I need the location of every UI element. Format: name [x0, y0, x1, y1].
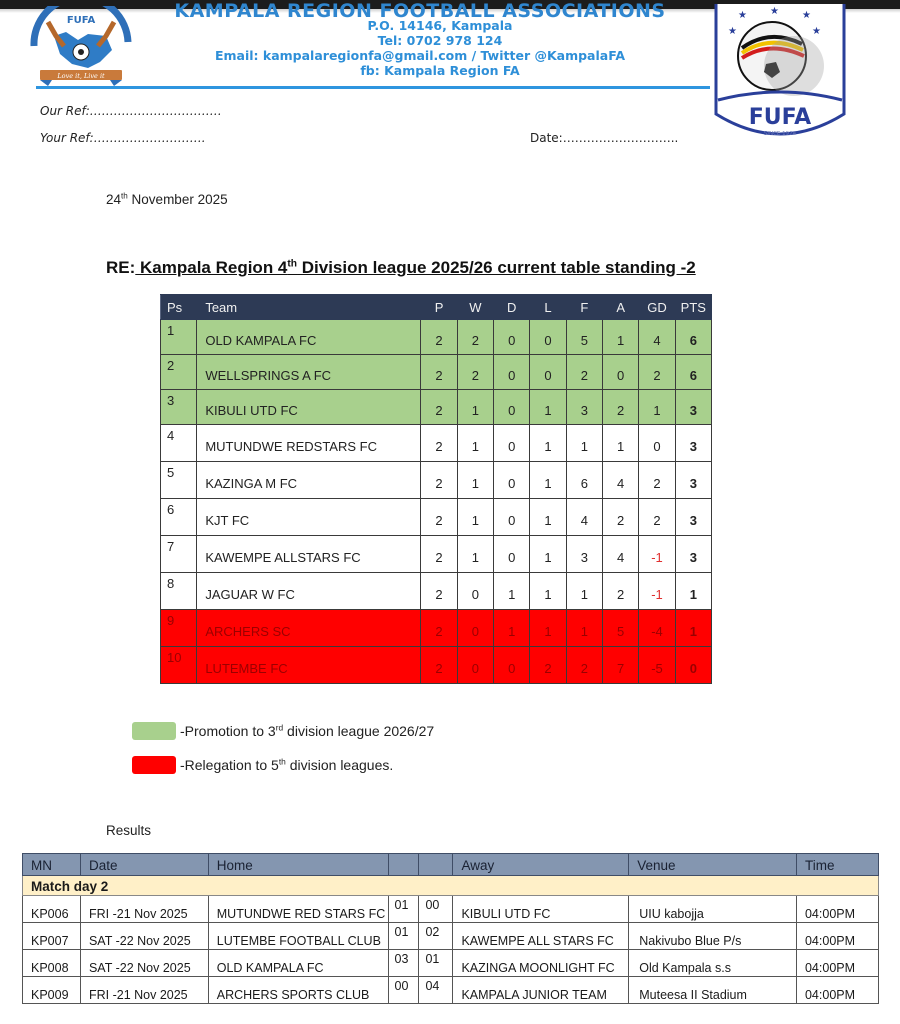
gd-cell: 2 [639, 355, 675, 390]
col-team: Team [197, 295, 421, 320]
f-cell: 6 [566, 462, 602, 499]
gd-cell: 0 [639, 425, 675, 462]
venue-cell: Old Kampala s.s [629, 950, 797, 977]
fufa-logo [710, 4, 850, 142]
col-gd: GD [639, 295, 675, 320]
l-cell: 1 [530, 425, 566, 462]
w-cell: 0 [457, 647, 493, 684]
header-divider [36, 86, 710, 89]
gd-cell: -4 [639, 610, 675, 647]
f-cell: 3 [566, 536, 602, 573]
l-cell: 1 [530, 462, 566, 499]
telephone: Tel: 0702 978 124 [377, 33, 503, 48]
l-cell: 1 [530, 499, 566, 536]
logo-ball-patch [78, 49, 84, 55]
p-cell: 2 [421, 320, 457, 355]
team-cell: LUTEMBE FC [197, 647, 421, 684]
result-row [23, 896, 879, 923]
w-cell: 1 [457, 390, 493, 425]
p-cell: 2 [421, 499, 457, 536]
position-cell: 1 [161, 320, 197, 355]
f-cell: 2 [566, 355, 602, 390]
l-cell: 2 [530, 647, 566, 684]
a-cell: 7 [603, 647, 639, 684]
subject-line [106, 258, 696, 278]
time-cell: 04:00PM [796, 950, 878, 977]
a-cell: 2 [603, 573, 639, 610]
svg-text:★: ★ [802, 10, 811, 21]
standings-row [161, 536, 712, 573]
w-cell: 2 [457, 355, 493, 390]
home-score-cell: 00 [388, 977, 419, 1004]
team-cell: KAWEMPE ALLSTARS FC [197, 536, 421, 573]
time-cell: 04:00PM [796, 896, 878, 923]
gd-cell: 4 [639, 320, 675, 355]
email-twitter: Email: kampalaregionfa@gmail.com / Twitter @KampalaFA [214, 48, 625, 63]
d-cell: 0 [494, 425, 530, 462]
pts-cell: 3 [675, 390, 711, 425]
result-row [23, 950, 879, 977]
date-cell: FRI -21 Nov 2025 [80, 896, 208, 923]
p-cell: 2 [421, 536, 457, 573]
l-cell: 1 [530, 536, 566, 573]
l-cell: 1 [530, 573, 566, 610]
col-p: P [421, 295, 457, 320]
letter-date [106, 192, 228, 207]
results-body [23, 876, 879, 1004]
position-cell: 5 [161, 462, 197, 499]
subject-text [135, 258, 695, 277]
away-score-cell: 01 [419, 950, 453, 977]
gd-cell: -1 [639, 536, 675, 573]
date-rest: November 2025 [127, 192, 228, 207]
f-cell: 1 [566, 610, 602, 647]
subject-prefix: RE: [106, 258, 136, 277]
matchday-row [23, 876, 879, 896]
facebook: fb: Kampala Region FA [360, 63, 520, 78]
logo-top-text: FUFA [66, 15, 96, 26]
position-cell: 6 [161, 499, 197, 536]
a-cell: 4 [603, 536, 639, 573]
col-d: D [494, 295, 530, 320]
your-ref-field: Your Ref:………………………. [40, 131, 206, 145]
gd-cell: -5 [639, 647, 675, 684]
date-field: Date:……………………….. [530, 131, 679, 145]
col-date: Date [80, 854, 208, 876]
team-cell: OLD KAMPALA FC [197, 320, 421, 355]
subject-part1: Kampala Region 4 [135, 258, 288, 277]
col-w: W [457, 295, 493, 320]
mn-cell: KP009 [23, 977, 81, 1004]
gd-cell: 2 [639, 499, 675, 536]
a-cell: 2 [603, 499, 639, 536]
venue-cell: UIU kabojja [629, 896, 797, 923]
subject-sup: th [287, 258, 298, 270]
f-cell: 1 [566, 573, 602, 610]
home-score-cell: 01 [388, 896, 419, 923]
date-cell: FRI -21 Nov 2025 [80, 977, 208, 1004]
l-cell: 1 [530, 390, 566, 425]
away-score-cell: 04 [419, 977, 453, 1004]
a-cell: 4 [603, 462, 639, 499]
mn-cell: KP007 [23, 923, 81, 950]
standings-header-row [161, 295, 712, 320]
position-cell: 10 [161, 647, 197, 684]
l-cell: 1 [530, 610, 566, 647]
logo-ribbon-text: Love it, Live it [57, 72, 105, 80]
home-score-cell: 03 [388, 950, 419, 977]
letterhead-header [120, 2, 720, 78]
away-cell: KIBULI UTD FC [453, 896, 629, 923]
team-cell: KIBULI UTD FC [197, 390, 421, 425]
releg-pre: -Relegation to 5 [180, 757, 279, 773]
a-cell: 5 [603, 610, 639, 647]
standings-row [161, 573, 712, 610]
position-cell: 4 [161, 425, 197, 462]
w-cell: 1 [457, 425, 493, 462]
col-mn: MN [23, 854, 81, 876]
mn-cell: KP006 [23, 896, 81, 923]
venue-cell: Nakivubo Blue P/s [629, 923, 797, 950]
svg-text:★: ★ [812, 26, 821, 37]
promo-sup: rd [275, 722, 284, 733]
time-cell: 04:00PM [796, 977, 878, 1004]
d-cell: 1 [494, 573, 530, 610]
p-cell: 2 [421, 573, 457, 610]
gd-cell: 1 [639, 390, 675, 425]
away-score-cell: 02 [419, 923, 453, 950]
f-cell: 1 [566, 425, 602, 462]
promotion-legend-text [180, 723, 434, 739]
p-cell: 2 [421, 462, 457, 499]
standings-body [161, 320, 712, 684]
col-a: A [603, 295, 639, 320]
svg-text:★: ★ [738, 10, 747, 21]
pts-cell: 3 [675, 462, 711, 499]
a-cell: 0 [603, 355, 639, 390]
pts-cell: 1 [675, 610, 711, 647]
w-cell: 2 [457, 320, 493, 355]
venue-cell: Muteesa II Stadium [629, 977, 797, 1004]
away-cell: KAZINGA MOONLIGHT FC [453, 950, 629, 977]
pts-cell: 1 [675, 573, 711, 610]
w-cell: 0 [457, 610, 493, 647]
results-table [22, 853, 879, 1004]
f-cell: 3 [566, 390, 602, 425]
pts-cell: 6 [675, 355, 711, 390]
org-name: KAMPALA REGION FOOTBALL ASSOCIATIONS [174, 2, 666, 18]
relegation-legend-text [180, 757, 393, 773]
col-away: Away [453, 854, 629, 876]
position-cell: 7 [161, 536, 197, 573]
a-cell: 2 [603, 390, 639, 425]
d-cell: 0 [494, 499, 530, 536]
col-l: L [530, 295, 566, 320]
f-cell: 2 [566, 647, 602, 684]
promo-pre: -Promotion to 3 [180, 723, 276, 739]
date-cell: SAT -22 Nov 2025 [80, 950, 208, 977]
home-score-cell: 01 [388, 923, 419, 950]
pts-cell: 3 [675, 536, 711, 573]
p-cell: 2 [421, 390, 457, 425]
promo-post: division league 2026/27 [283, 723, 435, 739]
home-cell: OLD KAMPALA FC [208, 950, 388, 977]
date-cell: SAT -22 Nov 2025 [80, 923, 208, 950]
subject-part2: Division league 2025/26 current table standing -2 [297, 258, 696, 277]
standings-row [161, 355, 712, 390]
col-ps: Ps [161, 295, 197, 320]
p-cell: 2 [421, 425, 457, 462]
pts-cell: 0 [675, 647, 711, 684]
po-box: P.O. 14146, Kampala [367, 18, 513, 33]
standings-row [161, 499, 712, 536]
w-cell: 1 [457, 462, 493, 499]
gd-cell: 2 [639, 462, 675, 499]
time-cell: 04:00PM [796, 923, 878, 950]
away-score-cell: 00 [419, 896, 453, 923]
d-cell: 0 [494, 647, 530, 684]
col-time: Time [796, 854, 878, 876]
away-cell: KAMPALA JUNIOR TEAM [453, 977, 629, 1004]
l-cell: 0 [530, 355, 566, 390]
d-cell: 0 [494, 390, 530, 425]
standings-row [161, 647, 712, 684]
col-pts: PTS [675, 295, 711, 320]
col-away-score [419, 854, 453, 876]
f-cell: 4 [566, 499, 602, 536]
date-day: 24 [106, 192, 122, 207]
standings-row [161, 610, 712, 647]
p-cell: 2 [421, 610, 457, 647]
team-cell: KJT FC [197, 499, 421, 536]
standings-row [161, 425, 712, 462]
mn-cell: KP008 [23, 950, 81, 977]
team-cell: ARCHERS SC [197, 610, 421, 647]
p-cell: 2 [421, 355, 457, 390]
pts-cell: 3 [675, 499, 711, 536]
team-cell: WELLSPRINGS A FC [197, 355, 421, 390]
watermark-circle [764, 36, 824, 96]
d-cell: 0 [494, 462, 530, 499]
gd-cell: -1 [639, 573, 675, 610]
position-cell: 3 [161, 390, 197, 425]
team-cell: JAGUAR W FC [197, 573, 421, 610]
result-row [23, 923, 879, 950]
a-cell: 1 [603, 425, 639, 462]
col-home-score [388, 854, 419, 876]
d-cell: 0 [494, 355, 530, 390]
promotion-swatch [132, 722, 176, 740]
w-cell: 1 [457, 499, 493, 536]
a-cell: 1 [603, 320, 639, 355]
standings-row [161, 390, 712, 425]
p-cell: 2 [421, 647, 457, 684]
releg-post: division leagues. [285, 757, 394, 773]
l-cell: 0 [530, 320, 566, 355]
pts-cell: 3 [675, 425, 711, 462]
position-cell: 9 [161, 610, 197, 647]
relegation-swatch [132, 756, 176, 774]
w-cell: 0 [457, 573, 493, 610]
results-header-row [23, 854, 879, 876]
pts-cell: 6 [675, 320, 711, 355]
d-cell: 0 [494, 320, 530, 355]
results-label: Results [106, 823, 152, 838]
date-suffix: th [121, 191, 128, 201]
standings-row [161, 320, 712, 355]
our-ref-field: Our Ref:…………………………… [40, 104, 222, 118]
d-cell: 0 [494, 536, 530, 573]
team-cell: MUTUNDWE REDSTARS FC [197, 425, 421, 462]
standings-row [161, 462, 712, 499]
standings-table [160, 294, 712, 684]
fufa-since: SINCE 1924 [763, 131, 797, 137]
w-cell: 1 [457, 536, 493, 573]
f-cell: 5 [566, 320, 602, 355]
fufa-wordmark: FUFA [748, 105, 812, 130]
home-cell: MUTUNDWE RED STARS FC [208, 896, 388, 923]
d-cell: 1 [494, 610, 530, 647]
matchday-label: Match day 2 [23, 876, 879, 896]
away-cell: KAWEMPE ALL STARS FC [453, 923, 629, 950]
col-home: Home [208, 854, 388, 876]
svg-text:★: ★ [728, 26, 737, 37]
position-cell: 8 [161, 573, 197, 610]
home-cell: ARCHERS SPORTS CLUB [208, 977, 388, 1004]
svg-text:★: ★ [770, 6, 779, 17]
col-venue: Venue [629, 854, 797, 876]
result-row [23, 977, 879, 1004]
home-cell: LUTEMBE FOOTBALL CLUB [208, 923, 388, 950]
position-cell: 2 [161, 355, 197, 390]
releg-sup: th [278, 756, 286, 767]
team-cell: KAZINGA M FC [197, 462, 421, 499]
col-f: F [566, 295, 602, 320]
